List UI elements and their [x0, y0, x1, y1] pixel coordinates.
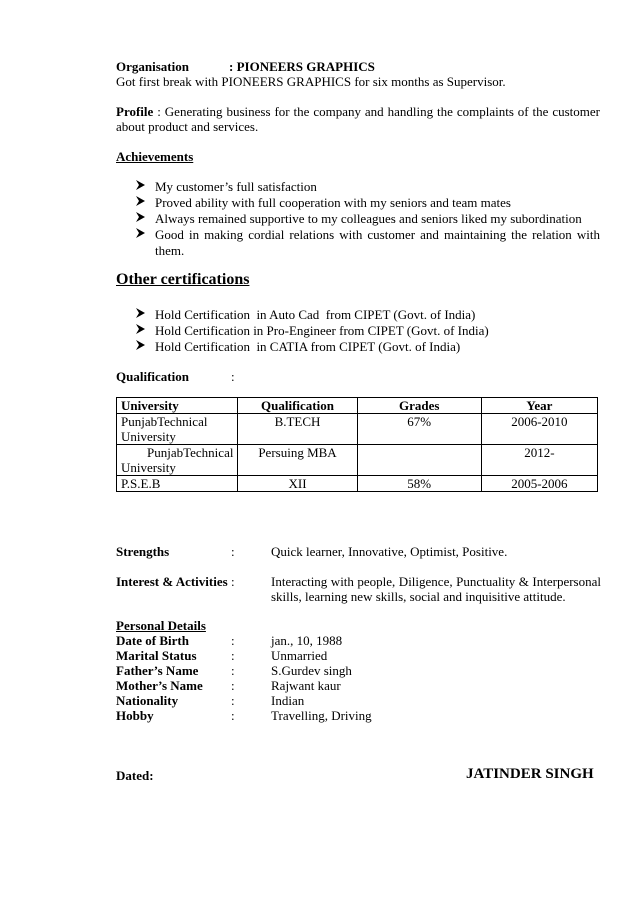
table-row [117, 445, 598, 476]
hobby-value: Travelling, Driving [271, 708, 372, 723]
table-row [117, 414, 598, 445]
list-item: Hold Certification in CATIA from CIPET (Govt. of India) [135, 339, 600, 355]
certifications-list [135, 307, 600, 355]
interests-value: Interacting with people, Diligence, Punctuality & Interpersonal skills, learning new skills, social and inquisitive attitude. [271, 574, 601, 604]
list-item: My customer’s full satisfaction [135, 179, 600, 195]
hobby-colon: : [231, 708, 235, 723]
arrowhead-bullet-icon [135, 307, 149, 323]
achievements-list [135, 179, 600, 259]
strengths-label: Strengths [116, 544, 170, 559]
arrowhead-bullet-icon [135, 211, 149, 227]
signatory-name: JATINDER SINGH [466, 766, 594, 782]
qualification-label: Qualification [116, 369, 189, 384]
cell-grades: 58% [357, 476, 481, 492]
marital-status-value: Unmarried [271, 648, 328, 663]
father-name-value: S.Gurdev singh [271, 663, 352, 678]
marital-status-colon: : [231, 648, 235, 663]
arrowhead-bullet-icon [135, 323, 149, 339]
list-item: Good in making cordial relations with customer and maintaining the relation with them. [135, 227, 600, 259]
header-qualification: Qualification [238, 398, 357, 414]
dob-colon: : [231, 633, 235, 648]
dob-label: Date of Birth [116, 633, 189, 648]
list-item: Always remained supportive to my colleagues and seniors liked my subordination [135, 211, 600, 227]
dob-value: jan., 10, 1988 [271, 633, 343, 648]
arrowhead-bullet-icon [135, 339, 149, 355]
arrowhead-bullet-icon [135, 195, 149, 211]
cell-qualification: XII [238, 476, 357, 492]
father-name-label: Father’s Name [116, 663, 199, 678]
header-grades: Grades [357, 398, 481, 414]
list-item: Proved ability with full cooperation with my seniors and team mates [135, 195, 600, 211]
dated-label: Dated: [116, 768, 154, 783]
cell-university: PunjabTechnical University [117, 414, 238, 445]
header-university: University [117, 398, 238, 414]
cell-university: PunjabTechnical University [117, 445, 238, 476]
personal-details-heading: Personal Details [116, 618, 206, 633]
organisation-label: Organisation [116, 59, 189, 74]
nationality-colon: : [231, 693, 235, 708]
cell-qualification: B.TECH [238, 414, 357, 445]
cell-grades: 67% [357, 414, 481, 445]
arrowhead-bullet-icon [135, 227, 149, 243]
arrowhead-bullet-icon [135, 179, 149, 195]
mother-name-label: Mother’s Name [116, 678, 203, 693]
qualification-colon: : [231, 369, 235, 384]
first-break-text: Got first break with PIONEERS GRAPHICS for six months as Supervisor. [116, 74, 506, 89]
interests-label: Interest & Activities [116, 574, 228, 589]
list-item: Hold Certification in Auto Cad from CIPET (Govt. of India) [135, 307, 600, 323]
interests-colon: : [231, 574, 235, 589]
header-year: Year [481, 398, 597, 414]
table-row [117, 476, 598, 492]
nationality-value: Indian [271, 693, 305, 708]
strengths-colon: : [231, 544, 235, 559]
organisation-value: : PIONEERS GRAPHICS [229, 59, 375, 74]
cell-grades [357, 445, 481, 476]
cell-year: 2005-2006 [481, 476, 597, 492]
cell-year: 2012- [481, 445, 597, 476]
marital-status-label: Marital Status [116, 648, 197, 663]
cell-year: 2006-2010 [481, 414, 597, 445]
father-name-colon: : [231, 663, 235, 678]
cell-qualification: Persuing MBA [238, 445, 357, 476]
qualification-table [116, 397, 598, 492]
mother-name-value: Rajwant kaur [271, 678, 341, 693]
profile-label: Profile [116, 104, 154, 119]
achievements-heading: Achievements [116, 149, 194, 164]
table-header-row [117, 398, 598, 414]
nationality-label: Nationality [116, 693, 179, 708]
profile-text: : Generating business for the company and handling the complaints of the customer about product and services. [116, 104, 601, 134]
mother-name-colon: : [231, 678, 235, 693]
certifications-heading: Other certifications [116, 271, 250, 288]
hobby-label: Hobby [116, 708, 154, 723]
list-item: Hold Certification in Pro-Engineer from CIPET (Govt. of India) [135, 323, 600, 339]
cell-university: P.S.E.B [117, 476, 238, 492]
profile-paragraph [116, 104, 600, 134]
strengths-value: Quick learner, Innovative, Optimist, Positive. [271, 544, 508, 559]
